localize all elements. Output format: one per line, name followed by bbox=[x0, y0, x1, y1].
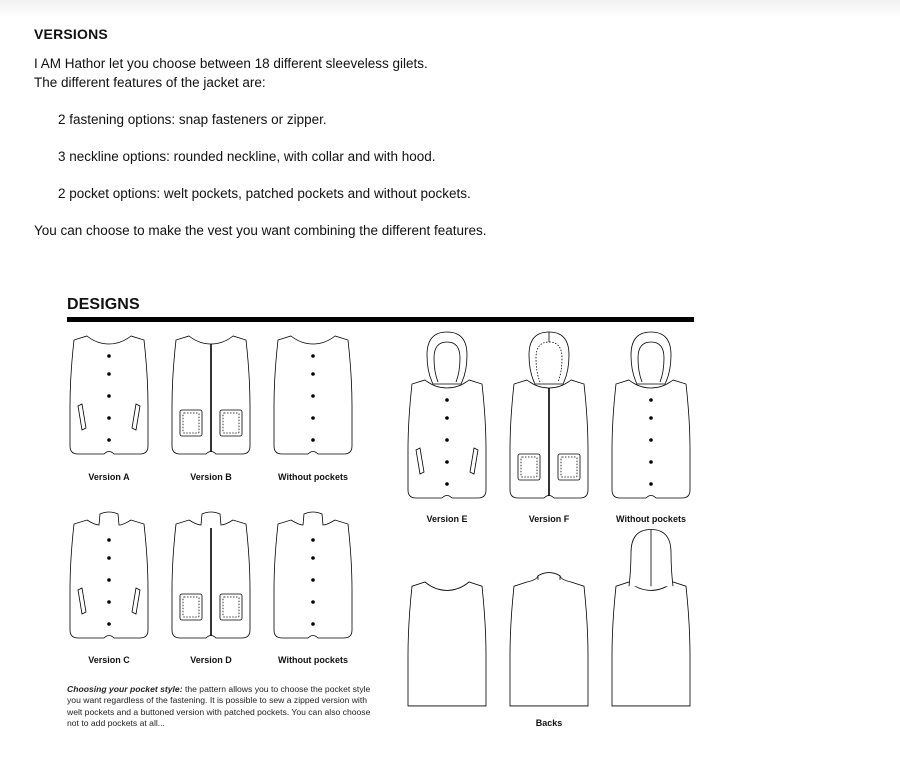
caption-without-pockets-1: Without pockets bbox=[278, 472, 348, 482]
caption-version-c: Version C bbox=[88, 655, 130, 665]
caption-without-pockets-2: Without pockets bbox=[278, 655, 348, 665]
section-heading: VERSIONS bbox=[34, 26, 108, 42]
caption-without-pockets-3: Without pockets bbox=[616, 514, 686, 524]
vest-version-d bbox=[172, 512, 250, 638]
designs-title: DESIGNS bbox=[67, 296, 140, 313]
vest-without-pockets-e bbox=[612, 332, 690, 498]
caption-version-f: Version F bbox=[528, 514, 570, 524]
pocket-style-note bbox=[67, 684, 372, 729]
feature-neckline: 3 neckline options: rounded neckline, with collar and with hood. bbox=[58, 149, 436, 164]
caption-version-d: Version D bbox=[190, 655, 232, 665]
caption-version-e: Version E bbox=[426, 514, 468, 524]
feature-fastening: 2 fastening options: snap fasteners or zipper. bbox=[58, 112, 327, 127]
vest-version-e bbox=[408, 332, 486, 498]
vest-back-rounded bbox=[408, 582, 486, 706]
note-text: the pattern allows you to choose the pocket style you want regardless of the fastening. It is possible to sew a zipped version with welt pockets and a buttoned version with patched pockets. You can also choose not to add pockets at all... bbox=[67, 684, 371, 728]
vest-back-collar bbox=[510, 573, 588, 706]
caption-backs: Backs bbox=[535, 718, 563, 728]
intro-line-1: I AM Hathor let you choose between 18 different sleeveless gilets. bbox=[34, 56, 428, 71]
vest-without-pockets-a bbox=[274, 336, 352, 454]
caption-version-a: Version A bbox=[88, 472, 130, 482]
vest-version-a bbox=[70, 336, 148, 454]
intro-line-2: The different features of the jacket are: bbox=[34, 75, 266, 90]
vest-version-f bbox=[510, 332, 588, 498]
vest-version-c bbox=[70, 512, 148, 638]
note-lead: Choosing your pocket style: bbox=[67, 684, 183, 694]
caption-version-b: Version B bbox=[190, 472, 232, 482]
vest-version-b bbox=[172, 336, 250, 454]
vest-without-pockets-c bbox=[274, 512, 352, 638]
feature-pockets: 2 pocket options: welt pockets, patched pockets and without pockets. bbox=[58, 186, 471, 201]
closing-text: You can choose to make the vest you want combining the different features. bbox=[34, 223, 487, 238]
vest-back-hood bbox=[612, 530, 690, 706]
